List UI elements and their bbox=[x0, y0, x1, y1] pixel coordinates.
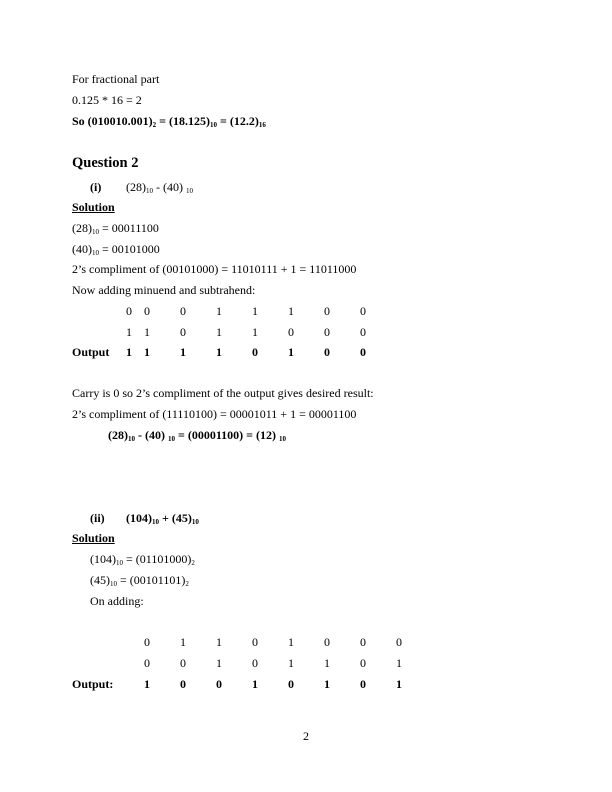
binary-digit: 0 bbox=[180, 304, 186, 318]
part2-addend-row-1 bbox=[0, 635, 612, 649]
binary-digit: 0 bbox=[180, 325, 186, 339]
binary-digit: 1 bbox=[144, 345, 150, 359]
binary-digit: 0 bbox=[360, 345, 366, 359]
binary-digit: 0 bbox=[324, 635, 330, 649]
part1-output-row bbox=[0, 345, 612, 359]
part1-line-2: $(40)_{10} = 00101000$ bbox=[72, 242, 160, 257]
part1-output-label: Output bbox=[72, 345, 110, 359]
binary-digit: 1 bbox=[216, 635, 222, 649]
binary-digit: 0 bbox=[144, 656, 150, 670]
intro-line-1: For fractional part bbox=[72, 72, 160, 86]
part2-output-row bbox=[0, 677, 612, 691]
part1-addend-row-1 bbox=[0, 304, 612, 318]
part2-addend-row-2 bbox=[0, 656, 612, 670]
part1-solution-label: Solution bbox=[72, 200, 115, 214]
part2-line-1: $(104)_{10} = (01101000)_2$ bbox=[90, 552, 195, 567]
part1-heading: (i) $(28)_{10} - (40)$ $_{10}$ bbox=[90, 180, 193, 195]
binary-digit: 0 bbox=[144, 635, 150, 649]
binary-digit: 1 bbox=[216, 304, 222, 318]
binary-digit: 0 bbox=[252, 635, 258, 649]
binary-digit: 0 bbox=[360, 304, 366, 318]
binary-digit: 1 bbox=[144, 677, 150, 691]
binary-digit: 0 bbox=[360, 677, 366, 691]
binary-digit: 1 bbox=[324, 656, 330, 670]
binary-digit: 0 bbox=[252, 345, 258, 359]
binary-digit: 1 bbox=[288, 345, 294, 359]
intro-line-2: 0.125 * 16 = 2 bbox=[72, 93, 142, 107]
binary-digit: 1 bbox=[180, 345, 186, 359]
part2-line-3: On adding: bbox=[90, 594, 144, 608]
part2-heading: (ii) $(104)_{10} + (45)_{10}$ bbox=[90, 511, 199, 526]
binary-digit: 1 bbox=[252, 304, 258, 318]
part2-output-label: Output: bbox=[72, 677, 114, 691]
binary-digit: 0 bbox=[180, 656, 186, 670]
binary-digit: 1 bbox=[324, 677, 330, 691]
binary-digit: 0 bbox=[324, 304, 330, 318]
binary-digit: 0 bbox=[396, 635, 402, 649]
binary-digit: 0 bbox=[360, 325, 366, 339]
binary-digit: 1 bbox=[126, 325, 132, 339]
part1-line-1: $(28)_{10} = 00011100$ bbox=[72, 221, 159, 236]
binary-digit: 1 bbox=[252, 677, 258, 691]
binary-digit: 1 bbox=[288, 635, 294, 649]
binary-digit: 1 bbox=[288, 656, 294, 670]
page-number: 2 bbox=[303, 729, 309, 743]
binary-digit: 1 bbox=[216, 656, 222, 670]
part1-carry-note: Carry is 0 so 2’s compliment of the output gives desired result: bbox=[72, 386, 374, 400]
part1-line-3: 2’s compliment of (00101000) = 11010111 + 1 = 11011000 bbox=[72, 262, 357, 276]
binary-digit: 0 bbox=[252, 656, 258, 670]
binary-digit: 0 bbox=[288, 325, 294, 339]
binary-digit: 0 bbox=[360, 635, 366, 649]
part1-line-5: 2’s compliment of (11110100) = 00001011 + 1 = 00001100 bbox=[72, 407, 357, 421]
binary-digit: 1 bbox=[216, 325, 222, 339]
intro-summary: So $(010010.001)_2 = (18.125)_{10} = (12.2)_{16}$ bbox=[72, 114, 266, 129]
binary-digit: 0 bbox=[216, 677, 222, 691]
part1-line-4: Now adding minuend and subtrahend: bbox=[72, 283, 256, 297]
part1-result: $(28)_{10} - (40) _{10} = (00001100) = (12)$ $_{10}$ bbox=[108, 428, 286, 443]
binary-digit: 0 bbox=[324, 325, 330, 339]
binary-digit: 1 bbox=[126, 345, 132, 359]
binary-digit: 1 bbox=[144, 325, 150, 339]
binary-digit: 1 bbox=[288, 304, 294, 318]
binary-digit: 1 bbox=[180, 635, 186, 649]
part2-solution-label: Solution bbox=[72, 531, 115, 545]
binary-digit: 0 bbox=[360, 656, 366, 670]
part1-addend-row-2 bbox=[0, 325, 612, 339]
part2-line-2: $(45)_{10} = (00101101)_2$ bbox=[90, 573, 189, 588]
binary-digit: 1 bbox=[396, 677, 402, 691]
binary-digit: 0 bbox=[144, 304, 150, 318]
binary-digit: 0 bbox=[288, 677, 294, 691]
question-heading: Question 2 bbox=[72, 155, 139, 171]
binary-digit: 0 bbox=[126, 304, 132, 318]
binary-digit: 1 bbox=[252, 325, 258, 339]
binary-digit: 1 bbox=[216, 345, 222, 359]
binary-digit: 0 bbox=[180, 677, 186, 691]
binary-digit: 0 bbox=[324, 345, 330, 359]
binary-digit: 1 bbox=[396, 656, 402, 670]
